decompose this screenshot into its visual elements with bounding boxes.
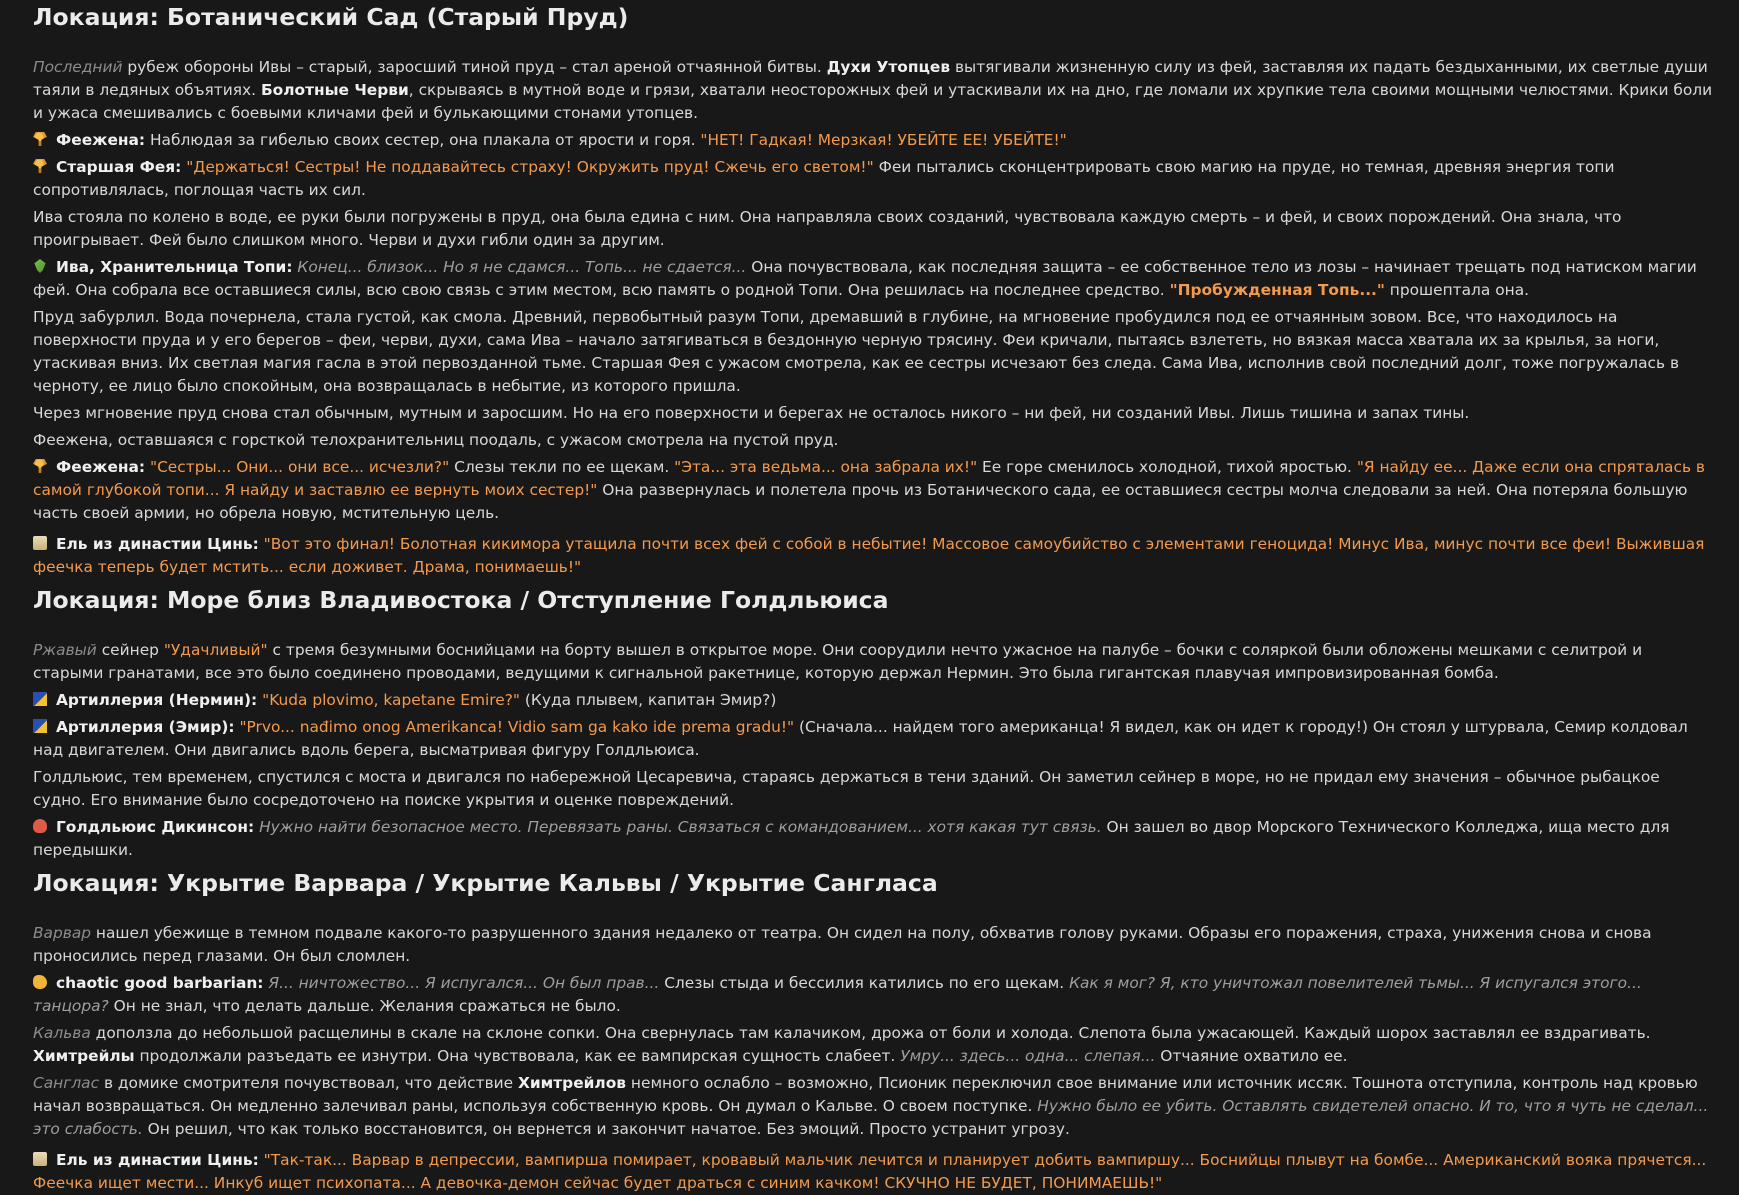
text-run: с тремя безумными боснийцами на борту вышел в открытое море. Они соорудили нечто ужасное на палубе – бочки с соляркой были обложены мешками с селитрой и старыми гранатами, все это было соединено проводами, ведущими к сигнальной ракетнице, которую держал Нермин. Это была гигантская плавучая импровизированная бомба.	[33, 641, 1643, 682]
dialogue-line	[33, 689, 1715, 712]
speaker-name: chaotic good barbarian:	[56, 974, 264, 992]
dialogue-line	[33, 816, 1715, 862]
quote-text: "Пробужденная Топь..."	[1169, 281, 1385, 299]
narration-paragraph	[33, 922, 1715, 968]
quote-text: "НЕТ! Гадкая! Мерзкая! УБЕЙТЕ ЕЕ! УБЕЙТЕ!"	[700, 131, 1067, 149]
text-run: Она почувствовала, как последняя защита – ее собственное тело из лозы – начинает трещать под натиском магии фей. Она собрала все оставшиеся силы, всю свою связь с этим местом, всю память о родной Топи. Она решилась на последнее средство.	[33, 258, 1697, 299]
text-run: Феежена, оставшаяся с горсткой телохранительниц поодаль, с ужасом смотрела на пустой пруд.	[33, 431, 839, 449]
text-run: Кальва	[33, 1024, 91, 1042]
fairy-icon	[33, 459, 47, 473]
fairy-icon	[33, 132, 47, 146]
text-run: Слезы стыда и бессилия катились по его щекам.	[659, 974, 1070, 992]
speaker-name: Ель из династии Цинь:	[56, 1151, 259, 1169]
text-run: Варвар	[33, 924, 92, 942]
leaf-icon	[33, 259, 47, 273]
dialogue-line	[33, 129, 1715, 152]
scroll-icon	[33, 1152, 47, 1166]
text-run: (Сначала... найдем того американца! Я видел, как он идет к городу!) Он стоял у штурвала, Семир колдовал над двигателем. Они двигались вдоль берега, высматривая фигуру Голдльюиса.	[33, 718, 1688, 759]
speaker-name: Артиллерия (Нермин):	[56, 691, 258, 709]
speaker-name: Химтрейлов	[518, 1074, 627, 1092]
quote-text: "Так-так... Варвар в депрессии, вампирша помирает, кровавый мальчик лечится и планирует добить вампиршу... Боснийцы плывут на бомбе... Американский вояка прячется... Феечка ищет мести... Инкуб ищет психопата... А девочка-демон сейчас будет драться с синим качком! СКУЧНО НЕ БУДЕТ, ПОНИМАЕШЬ!"	[33, 1151, 1707, 1192]
quote-text: "Сестры... Они... они все... исчезли?"	[149, 458, 450, 476]
thought-text: Конец... близок... Но я не сдамся... Топь... не сдается...	[297, 258, 747, 276]
text-run: Она развернулась и полетела прочь из Ботанического сада, ее оставшиеся сестры молча следовали за ней. Она потеряла большую часть своей армии, но обрела новую, мстительную цель.	[33, 481, 1688, 522]
dialogue-line	[33, 156, 1715, 202]
text-run: вытягивали жизненную силу из фей, заставляя их падать бездыханными, их светлые души таяли в ледяных объятиях.	[33, 58, 1708, 99]
speaker-name: Болотные Черви	[260, 81, 409, 99]
narration-paragraph	[33, 206, 1715, 252]
narration-paragraph	[33, 1022, 1715, 1068]
quote-text: "Я найду ее... Даже если она спряталась в самой глубокой топи... Я найду и заставлю ее вернуть моих сестер!"	[33, 458, 1705, 499]
text-run: Слезы текли по ее щекам.	[449, 458, 675, 476]
narration-paragraph	[33, 56, 1715, 125]
thought-text: Нужно было ее убить. Оставлять свидетелей опасно. И то, что я чуть не сделал... это слабость.	[33, 1097, 1709, 1138]
quote-text: "Эта... эта ведьма... она забрала их!"	[674, 458, 978, 476]
text-run: Пруд забурлил. Вода почернела, стала густой, как смола. Древний, первобытный разум Топи, дремавший в глубине, на мгновение пробудился под ее отчаянным зовом. Все, что находилось на поверхности пруда и у его берегов – феи, черви, духи, сама Ива – начало затягиваться в бездонную черную трясину. Феи кричали, пытаясь взлететь, но вязкая масса хватала их за крылья, за ноги, утаскивая вниз. Их светлая магия гасла в этой первозданной тьме. Старшая Фея с ужасом смотрела, как ее сестры исчезают без следа. Сама Ива, исполнив свой последний долг, тоже погружалась в черноту, ее лицо было спокойным, она возвращалась в небытие, из которого пришла.	[33, 308, 1680, 395]
section-heading: Локация: Море близ Владивостока / Отступление Голдльюиса	[33, 586, 889, 614]
text-run: Он зашел во двор Морского Технического Колледжа, ища место для передышки.	[33, 818, 1670, 859]
section-heading: Локация: Ботанический Сад (Старый Пруд)	[33, 3, 629, 31]
text-run: (Куда плывем, капитан Эмир?)	[520, 691, 777, 709]
quote-text: "Держаться! Сестры! Не поддавайтесь страху! Окружить пруд! Сжечь его светом!"	[186, 158, 874, 176]
quote-text: "Вот это финал! Болотная кикимора утащила почти всех фей с собой в небытие! Массовое самоубийство с элементами геноцида! Минус Ива, минус почти все феи! Выжившая феечка теперь будет мстить... если доживет. Драма, понимаешь!"	[33, 535, 1705, 576]
dialogue-line	[33, 716, 1715, 762]
narration-paragraph	[33, 306, 1715, 398]
text-run: Голдльюис, тем временем, спустился с моста и двигался по набережной Цесаревича, стараясь держаться в тени зданий. Он заметил сейнер в море, но не придал ему значения – обычное рыбацкое судно. Его внимание было сосредоточено на поиске укрытия и оценке повреждений.	[33, 768, 1660, 809]
text-run: Отчаяние охватило ее.	[1155, 1047, 1348, 1065]
speaker-name: Артиллерия (Эмир):	[56, 718, 235, 736]
text-run: Ржавый	[33, 641, 97, 659]
narration-paragraph	[33, 402, 1715, 425]
text-run: продолжали разъедать ее изнутри. Она чувствовала, как ее вампирская сущность слабеет.	[134, 1047, 901, 1065]
text-run: рубеж обороны Ивы – старый, заросший тиной пруд – стал ареной отчаянной битвы.	[122, 58, 827, 76]
text-run: доползла до небольшой расщелины в скале на склоне сопки. Она свернулась там калачиком, дрожа от боли и холода. Слепота была ужасающей. Каждый шорох заставлял ее вздрагивать.	[90, 1024, 1651, 1042]
text-run: Он не знал, что делать дальше. Желания сражаться не было.	[108, 997, 621, 1015]
flag-icon	[33, 719, 47, 733]
text-run: Последний	[33, 58, 123, 76]
thought-text: Умру... здесь... одна... слепая...	[900, 1047, 1156, 1065]
text-run: сейнер	[96, 641, 164, 659]
flexed-arm-icon	[33, 975, 47, 989]
speaker-name: Химтрейлы	[33, 1047, 135, 1065]
narration-paragraph	[33, 639, 1715, 685]
text-run: Ива стояла по колено в воде, ее руки были погружены в пруд, она была едина с ним. Она направляла своих созданий, чувствовала каждую смерть – и фей, и своих порождений. Она знала, что проигрывает. Фей было слишком много. Черви и духи гибли один за другим.	[33, 208, 1622, 249]
dialogue-line	[33, 533, 1715, 579]
text-run: немного ослабло – возможно, Псионик переключил свое внимание или источник иссяк. Тошнота отступила, контроль над кровью начал возвращаться. Он медленно залечивал раны, используя собственную кровь. Он думал о Кальве. О своем поступке.	[33, 1074, 1698, 1115]
thought-text: Нужно найти безопасное место. Перевязать раны. Связаться с командованием... хотя какая тут связь.	[259, 818, 1102, 836]
dialogue-line	[33, 456, 1715, 525]
narration-paragraph	[33, 429, 1715, 452]
text-run: Наблюдая за гибелью своих сестер, она плакала от ярости и горя.	[145, 131, 701, 149]
text-run: Он решил, что как только восстановится, он вернется и закончит начатое. Без эмоций. Просто устранит угрозу.	[142, 1120, 1070, 1138]
section-heading: Локация: Укрытие Варвара / Укрытие Кальвы / Укрытие Сангласа	[33, 869, 938, 897]
dialogue-line	[33, 256, 1715, 302]
speaker-name: Феежена:	[56, 131, 146, 149]
text-run: , скрываясь в мутной воде и грязи, хватали неосторожных фей и утаскивали их на дно, где ломали их хрупкие тела своими мощными челюстями. Крики боли и ужаса смешивались с боевыми кличами фей и булькающими стонами утопцев.	[33, 81, 1713, 122]
speaker-name: Духи Утопцев	[826, 58, 951, 76]
text-run: Санглас	[33, 1074, 100, 1092]
speaker-name: Феежена:	[56, 458, 146, 476]
fairy-icon	[33, 159, 47, 173]
quote-text: "Удачливый"	[163, 641, 268, 659]
text-run: Через мгновение пруд снова стал обычным, мутным и заросшим. Но на его поверхности и берегах не осталось никого – ни фей, ни созданий Ивы. Лишь тишина и запах тины.	[33, 404, 1470, 422]
speaker-name: Голдльюис Дикинсон:	[56, 818, 255, 836]
thought-text: Как я мог? Я, кто уничтожал повелителей тьмы... Я испугался этого... танцора?	[33, 974, 1642, 1015]
text-run: прошептала она.	[1384, 281, 1530, 299]
text-run: в домике смотрителя почувствовал, что действие	[99, 1074, 519, 1092]
text-run: Феи пытались сконцентрировать свою магию на пруде, но темная, древняя энергия топи сопротивлялась, поглощая часть их сил.	[33, 158, 1615, 199]
dialogue-line	[33, 972, 1715, 1018]
narration-paragraph	[33, 766, 1715, 812]
speaker-name: Ель из династии Цинь:	[56, 535, 259, 553]
text-run: Ее горе сменилось холодной, тихой яростью.	[977, 458, 1357, 476]
quote-text: "Kuda plovimo, kapetane Emire?"	[262, 691, 521, 709]
narration-paragraph	[33, 1072, 1715, 1141]
ogre-icon	[33, 819, 47, 833]
text-run: нашел убежище в темном подвале какого-то разрушенного здания недалеко от театра. Он сидел на полу, обхватив голову руками. Образы его поражения, страха, унижения снова и снова проносились перед глазами. Он был сломлен.	[33, 924, 1652, 965]
speaker-name: Ива, Хранительница Топи:	[56, 258, 293, 276]
scroll-icon	[33, 536, 47, 550]
dialogue-line	[33, 1149, 1715, 1195]
speaker-name: Старшая Фея:	[56, 158, 182, 176]
flag-icon	[33, 692, 47, 706]
thought-text: Я... ничтожество... Я испугался... Он был прав...	[268, 974, 660, 992]
quote-text: "Prvo... nađimo onog Amerikanca! Vidio sam ga kako ide prema gradu!"	[239, 718, 795, 736]
